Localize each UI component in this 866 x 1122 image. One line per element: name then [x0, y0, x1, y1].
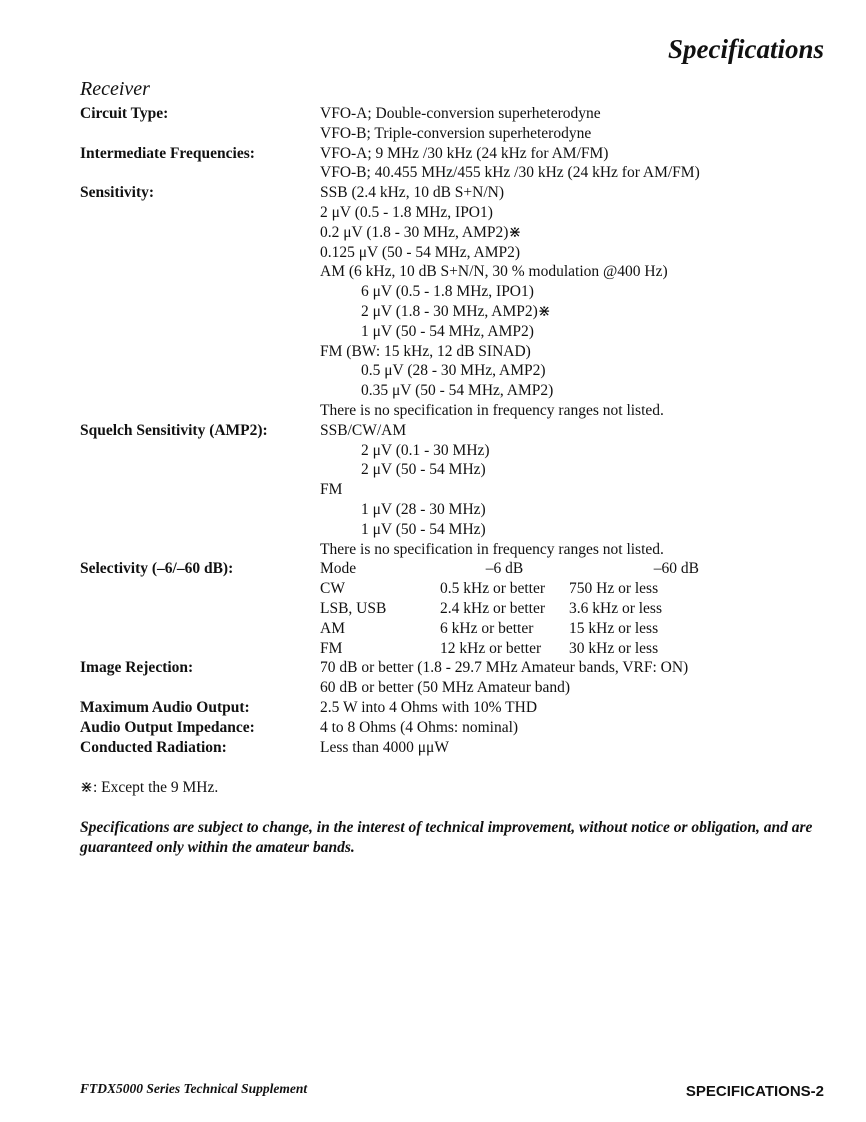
spec-row-intermediate-frequencies	[80, 144, 800, 184]
spec-line: 4 to 8 Ohms (4 Ohms: nominal)	[320, 718, 519, 736]
selectivity-6db: 0.5 kHz or better	[440, 580, 546, 598]
spec-values	[320, 421, 800, 560]
spec-line: 2 μV (0.5 - 1.8 MHz, IPO1)	[320, 203, 493, 221]
spec-label: Intermediate Frequencies:	[80, 144, 255, 162]
spec-line: 2 μV (50 - 54 MHz)	[361, 461, 486, 479]
selectivity-row	[320, 619, 800, 639]
selectivity-6db: 12 kHz or better	[440, 639, 542, 657]
selectivity-mode: CW	[320, 580, 345, 598]
spec-line: 2 μV (0.1 - 30 MHz)	[361, 441, 490, 459]
spec-line: There is no specification in frequency ranges not listed.	[320, 540, 664, 558]
spec-values	[320, 738, 800, 758]
footnote: ⋇: Except the 9 MHz.	[80, 779, 219, 796]
spec-row-circuit-type	[80, 104, 800, 144]
selectivity-60db: 30 kHz or less	[569, 639, 659, 657]
selectivity-60db: 3.6 kHz or less	[569, 599, 662, 617]
spec-line: 1 μV (50 - 54 MHz, AMP2)	[361, 322, 534, 340]
spec-values	[320, 183, 800, 421]
spec-line: 1 μV (50 - 54 MHz)	[361, 520, 486, 538]
spec-line: FM	[320, 481, 343, 499]
spec-line: 0.35 μV (50 - 54 MHz, AMP2)	[361, 382, 554, 400]
disclaimer: Specifications are subject to change, in the interest of technical improvement, without notice or obligation, and are guaranteed only within the amateur bands.	[80, 819, 813, 856]
spec-line: VFO-A; 9 MHz /30 kHz (24 kHz for AM/FM)	[320, 144, 609, 162]
selectivity-mode: AM	[320, 619, 345, 637]
spec-label: Audio Output Impedance:	[80, 718, 255, 736]
selectivity-table	[320, 559, 800, 658]
selectivity-mode: LSB, USB	[320, 599, 387, 617]
spec-label: Image Rejection:	[80, 659, 194, 677]
footer-page-label: SPECIFICATIONS-2	[685, 1083, 824, 1100]
spec-row-image-rejection	[80, 658, 800, 698]
footer-document-title: FTDX5000 Series Technical Supplement	[80, 1081, 308, 1096]
selectivity-6db: 6 kHz or better	[440, 619, 534, 637]
spec-line: 2 μV (1.8 - 30 MHz, AMP2)⋇	[361, 302, 551, 320]
spec-line: VFO-B; 40.455 MHz/455 kHz /30 kHz (24 kHz for AM/FM)	[320, 164, 700, 182]
spec-line: 0.125 μV (50 - 54 MHz, AMP2)	[320, 243, 521, 261]
selectivity-mode: FM	[320, 639, 343, 657]
selectivity-row	[320, 579, 800, 599]
selectivity-header-60db: –60 dB	[653, 560, 699, 578]
spec-line: 0.2 μV (1.8 - 30 MHz, AMP2)⋇	[320, 223, 522, 241]
spec-row-max-audio-output	[80, 698, 800, 718]
spec-line: VFO-A; Double-conversion superheterodyne	[320, 105, 601, 122]
spec-line: 70 dB or better (1.8 - 29.7 MHz Amateur bands, VRF: ON)	[320, 659, 689, 677]
spec-label: Sensitivity:	[80, 184, 155, 202]
selectivity-header-6db: –6 dB	[485, 560, 524, 578]
selectivity-header	[320, 559, 800, 579]
spec-values	[320, 104, 800, 144]
spec-line: 0.5 μV (28 - 30 MHz, AMP2)	[361, 362, 546, 380]
spec-values	[320, 698, 800, 718]
spec-label: Conducted Radiation:	[80, 738, 227, 756]
spec-line: Less than 4000 μμW	[320, 738, 449, 756]
spec-line: SSB/CW/AM	[320, 421, 407, 439]
selectivity-6db: 2.4 kHz or better	[440, 599, 546, 617]
spec-row-squelch-sensitivity	[80, 421, 800, 560]
spec-values	[320, 658, 800, 698]
spec-row-selectivity	[80, 559, 800, 658]
page-title: Specifications	[668, 34, 824, 64]
spec-label: Maximum Audio Output:	[80, 698, 250, 716]
spec-label: Circuit Type:	[80, 105, 169, 122]
spec-line: 2.5 W into 4 Ohms with 10% THD	[320, 698, 538, 716]
selectivity-row	[320, 639, 800, 659]
selectivity-60db: 750 Hz or less	[569, 580, 659, 598]
spec-line: 1 μV (28 - 30 MHz)	[361, 500, 486, 518]
spec-label: Selectivity (–6/–60 dB):	[80, 560, 234, 578]
spec-line: 60 dB or better (50 MHz Amateur band)	[320, 679, 571, 697]
spec-line: SSB (2.4 kHz, 10 dB S+N/N)	[320, 184, 504, 202]
spec-values	[320, 718, 800, 738]
spec-line: AM (6 kHz, 10 dB S+N/N, 30 % modulation @400 Hz)	[320, 263, 668, 281]
spec-row-conducted-radiation	[80, 738, 800, 758]
selectivity-60db: 15 kHz or less	[569, 619, 659, 637]
spec-row-audio-output-impedance	[80, 718, 800, 738]
selectivity-row	[320, 599, 800, 619]
spec-line: 6 μV (0.5 - 1.8 MHz, IPO1)	[361, 283, 534, 301]
spec-label: Squelch Sensitivity (AMP2):	[80, 421, 268, 439]
spec-row-sensitivity	[80, 183, 800, 421]
spec-line: VFO-B; Triple-conversion superheterodyne	[320, 124, 592, 142]
spec-line: There is no specification in frequency ranges not listed.	[320, 401, 664, 419]
selectivity-header-mode: Mode	[320, 560, 357, 578]
section-heading-receiver: Receiver	[80, 78, 150, 100]
spec-line: FM (BW: 15 kHz, 12 dB SINAD)	[320, 342, 531, 360]
spec-values	[320, 144, 800, 184]
receiver-spec-table	[80, 104, 800, 757]
